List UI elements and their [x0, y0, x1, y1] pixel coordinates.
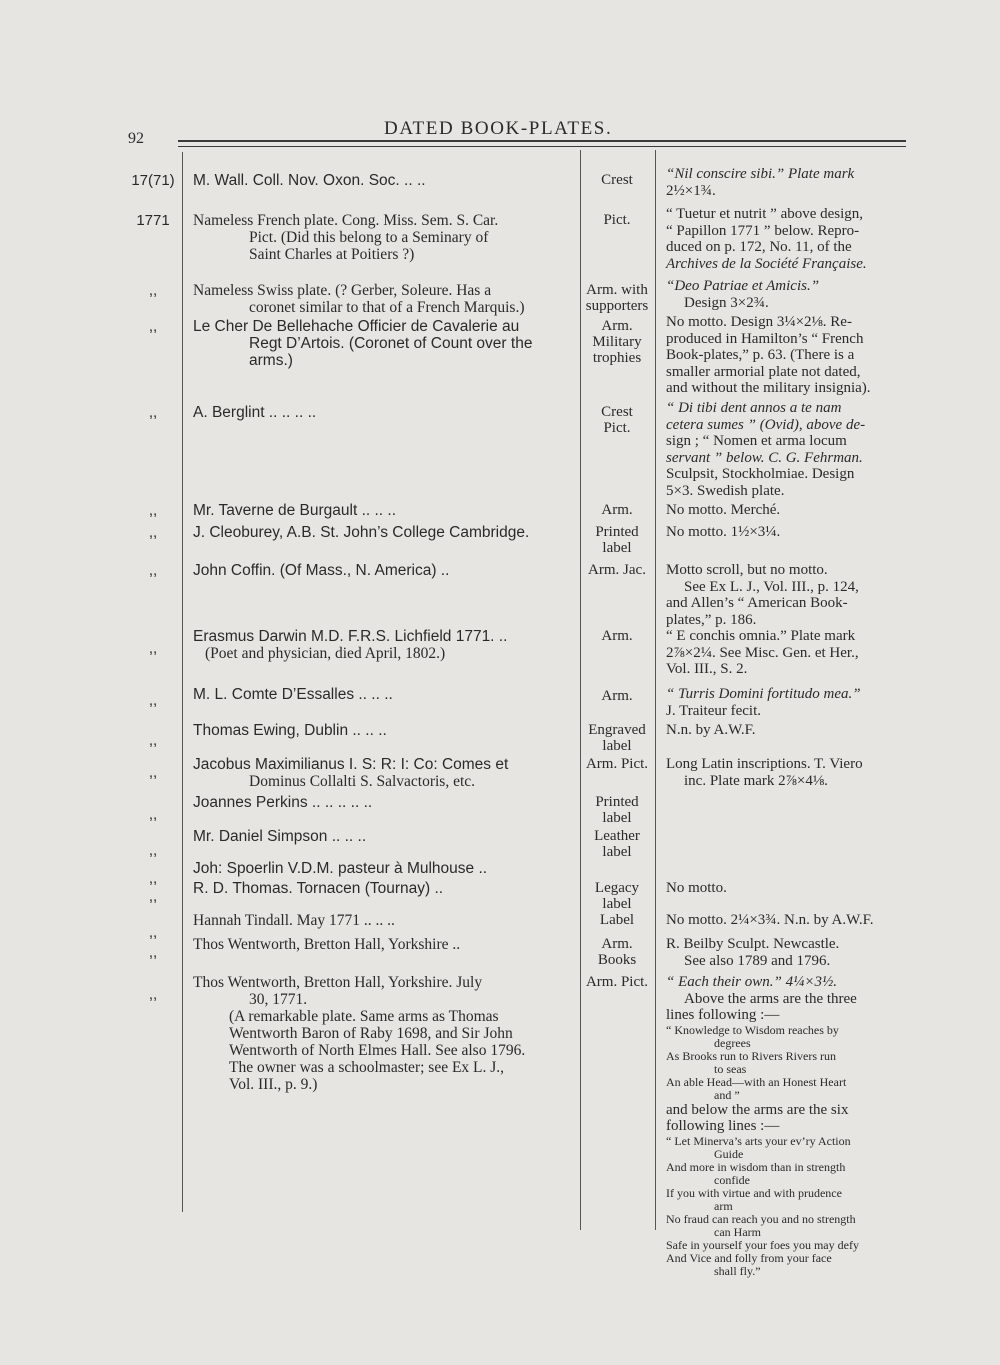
row-owner: Thomas Ewing, Dublin .. .. ..	[193, 722, 387, 739]
row-notes: “ Di tibi dent annos a te nam cetera sumes ” (Ovid), above de- sign ; “ Nomen et arma locum servant ” below. C. G. Fehrman. Sculpsit, Stockholmiae. Design 5×3. Swedish plate.	[666, 400, 866, 499]
row-style: Arm.	[601, 628, 633, 644]
row-owner: Hannah Tindall. May 1771 .. .. ..	[193, 912, 395, 929]
header-rule	[178, 140, 906, 142]
row-owner: Erasmus Darwin M.D. F.R.S. Lichfield 1771. .. (Poet and physician, died April, 1802.)	[193, 628, 508, 662]
row-notes: Motto scroll, but no motto. See Ex L. J., Vol. III., p. 124, and Allen’s “ American Book- plates,” p. 186.	[666, 562, 859, 628]
row-style: Printed label	[595, 524, 639, 556]
page-number: 92	[128, 130, 144, 147]
row-style: Arm.	[601, 688, 633, 704]
row-notes: “ Turris Domini fortitudo mea.” J. Traiteur fecit.	[666, 686, 861, 719]
divider-date-owner	[182, 152, 183, 1212]
row-owner: Mr. Daniel Simpson .. .. ..	[193, 828, 367, 845]
row-style: Leather label	[594, 828, 640, 860]
row-owner: Joh: Spoerlin V.D.M. pasteur à Mulhouse ..	[193, 860, 488, 877]
row-owner: Thos Wentworth, Bretton Hall, Yorkshire ..	[193, 936, 461, 953]
row-notes: Long Latin inscriptions. T. Viero inc. Plate mark 2⅞×4⅛.	[666, 756, 863, 789]
row-date: ,,	[148, 732, 158, 749]
row-style: Arm. Pict.	[585, 756, 649, 772]
row-style: Crest Pict.	[601, 404, 633, 436]
row-date: ,,	[148, 806, 158, 823]
row-owner: Nameless Swiss plate. (? Gerber, Soleure. Has a coronet similar to that of a French Marquis.)	[193, 282, 525, 316]
row-notes: No motto.	[666, 880, 727, 896]
row-notes: “ Each their own.” 4¼×3½. Above the arms are the three lines following :— “ Knowledge to Wisdom reaches by degrees As Brooks run to Rivers Rivers run to seas An able Head—with an Honest Heart and ” and below the arms are the six following lines :— “ Let Minerva’s arts your ev’ry Action Guide And more in wisdom than in strength confide If you with virtue and with prudence arm No fraud can reach you and no strength can Harm Safe in yourself your foes you may defy And Vice and folly from your face shall fly.”	[666, 974, 859, 1278]
row-notes: No motto. 2¼×3¾. N.n. by A.W.F.	[666, 912, 874, 928]
row-date: 1771	[136, 212, 170, 229]
row-owner: R. D. Thomas. Tornacen (Tournay) ..	[193, 880, 444, 897]
row-date: ,,	[148, 842, 158, 859]
row-owner: M. L. Comte D’Essalles .. .. ..	[193, 686, 393, 703]
row-date: ,,	[148, 562, 158, 579]
row-date: 17(71)	[131, 172, 175, 189]
row-owner: M. Wall. Coll. Nov. Oxon. Soc. .. ..	[193, 172, 426, 189]
row-owner: Le Cher De Bellehache Officier de Cavalerie au Regt D’Artois. (Coronet of Count over the arms.)	[193, 318, 533, 369]
row-style: Arm. Books	[597, 936, 637, 968]
row-date: ,,	[148, 524, 158, 541]
row-style: Legacy label	[594, 880, 640, 912]
row-style: Arm. Jac.	[588, 562, 646, 578]
row-date: ,,	[148, 764, 158, 781]
row-owner: Mr. Taverne de Burgault .. .. ..	[193, 502, 397, 519]
row-date: ,,	[148, 404, 158, 421]
row-owner: Jacobus Maximilianus I. S: R: I: Co: Comes et Dominus Collalti S. Salvactoris, etc.	[193, 756, 509, 790]
row-notes: No motto. Design 3¼×2⅛. Re- produced in Hamilton’s “ French Book-plates,” p. 63. (There is a smaller armorial plate not dated, and without the military insignia).	[666, 314, 871, 396]
row-style: Arm. with supporters	[585, 282, 649, 314]
row-date: ,,	[148, 502, 158, 519]
row-style: Engraved label	[588, 722, 646, 754]
row-notes: R. Beilby Sculpt. Newcastle. See also 1789 and 1796.	[666, 936, 840, 969]
row-notes: No motto. Merché.	[666, 502, 781, 518]
row-owner: Joannes Perkins .. .. .. .. ..	[193, 794, 373, 811]
row-style: Printed label	[595, 794, 639, 826]
row-notes: “ E conchis omnia.” Plate mark 2⅞×2¼. See Misc. Gen. et Her., Vol. III., S. 2.	[666, 628, 859, 677]
row-date: ,,	[148, 986, 158, 1003]
row-date: ,,	[148, 282, 158, 299]
row-notes: “Deo Patriae et Amicis.” Design 3×2¾.	[666, 278, 820, 311]
row-style: Arm. Military trophies	[592, 318, 642, 366]
row-style: Crest	[601, 172, 633, 188]
row-date: ,,	[148, 944, 158, 961]
row-notes: No motto. 1½×3¼.	[666, 524, 781, 540]
row-notes: “ Tuetur et nutrit ” above design, “ Papillon 1771 ” below. Repro- duced on p. 172, No. 11, of the Archives de la Société Française.	[666, 206, 867, 272]
row-notes: N.n. by A.W.F.	[666, 722, 756, 738]
row-owner: Nameless French plate. Cong. Miss. Sem. S. Car. Pict. (Did this belong to a Seminary of Saint Charles at Poitiers ?)	[193, 212, 499, 263]
row-date: ,,	[148, 924, 158, 941]
row-style: Arm.	[601, 502, 633, 518]
row-notes: “Nil conscire sibi.” Plate mark 2½×1¾.	[666, 166, 855, 199]
row-style: Pict.	[603, 212, 631, 228]
row-date: ,,	[148, 318, 158, 335]
row-owner: A. Berglint .. .. .. ..	[193, 404, 317, 421]
row-owner: Thos Wentworth, Bretton Hall, Yorkshire. July 30, 1771. (A remarkable plate. Same arms as Thomas Wentworth Baron of Raby 1698, and Sir John Wentworth of North Elmes Hall. See also 1796. The owner was a schoolmaster; see Ex L. J., Vol. III., p. 9.)	[193, 974, 526, 1093]
row-owner: J. Cleoburey, A.B. St. John’s College Cambridge.	[193, 524, 530, 541]
row-style: Arm. Pict.	[585, 974, 649, 990]
header-rule-thin	[178, 146, 906, 147]
row-owner: John Coffin. (Of Mass., N. America) ..	[193, 562, 450, 579]
row-date: ,,	[148, 692, 158, 709]
divider-style-notes	[655, 150, 656, 1230]
row-style: Label	[599, 912, 635, 928]
running-title: DATED BOOK-PLATES.	[384, 118, 613, 139]
row-date: ,,	[148, 640, 158, 657]
row-date: ,,	[148, 870, 158, 887]
row-date: ,,	[148, 888, 158, 905]
